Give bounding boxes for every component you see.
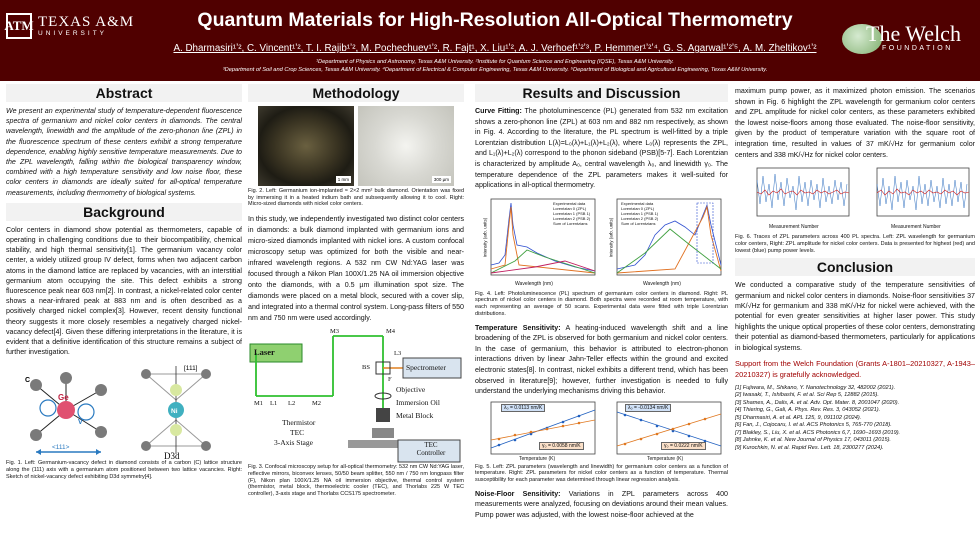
svg-text:<111>: <111> bbox=[52, 444, 70, 452]
immersion-oil-label: Immersion Oil bbox=[396, 398, 440, 408]
figure-6-caption: Fig. 6. Traces of ZPL parameters across 400 PL spectra. Left: ZPL wavelength for germanium color centers, Right: ZPL amplitude for nickel color centers. Data is presented for highest (red) and lowest (blue) pump power levels. bbox=[735, 234, 975, 254]
conclusion-text: We conducted a comparative study of the temperature sensitivities of germanium and nickel color centers in diamonds. Noise-floor sensitivities 37 mK/√Hz for germanium and 338 mK/√Hz for nickel were achieved, with the potential for even greater sensitivities at higher laser power. This study highlights the unique optical properties of these color centers, demonstrating their potential as diamond-based thermometers, particularly for applications in biological systems. bbox=[735, 281, 975, 352]
welch-foundation-logo: The Welch FOUNDATION bbox=[842, 22, 974, 56]
laser-label: Laser bbox=[254, 347, 275, 358]
pl-spectra-plots bbox=[475, 195, 728, 291]
poster-title: Quantum Materials for High-Resolution All-Optical Thermometry bbox=[197, 9, 793, 31]
metal-block-label: Metal Block bbox=[396, 411, 434, 421]
objective-label: Objective bbox=[396, 385, 426, 395]
university-sub: UNIVERSITY bbox=[38, 30, 108, 37]
figure-3-caption: Fig. 3. Confocal microscopy setup for all-optical thermometry: 532 nm CW Nd:YAG laser, reflective mirrors, biconvex lenses, 50/50 beam splitter, 550 nm / 750 nm longpass filter (F), Nikon plan 100X/1.25 NA oil immersion objective, thermal control system (thermistor, metal block, thermoelectric cooler (TEC), and Thorlabs 225 W TEC controller), 3-axis stage and Thorlabs CCS175 spectrometer. bbox=[248, 464, 465, 497]
figure-4-spectra: Wavelength (nm) Wavelength (nm) Intensity (arb. units) Intensity (arb. units) Experimental data Lorentzian 0 (ZPL) Lorentzian 1 (PSB 1) Lorentzian 2 (PSB 2) Sum of Lorentzians Experimental data Lorentzian 0 (ZPL) Lorentzian 1 (PSB 1) Lorentzian 2 (PSB 2) Sum of Lorentzians bbox=[475, 195, 728, 291]
references-list: [1] Fujiwara, M., Shikano, Y. Nanotechnology 32, 482002 (2021). [2] Iwasaki, T., Ishibashi, F. et al. Sci Rep 5, 12882 (2015). [3] Shames, A., Dalis, A. et al. Adv. Opt. Mater. 8, 2001047 (2020). [4] Thiering, G., Gali, A. Phys. Rev. Res. 3, 043052 (2021). [5] Dharmasiri, A. et al. APL 125, 9, 091102 (2024). [6] Fan, J., Cojocaru, I. et al. ACS Photonics 5, 765-770 (2018). [7] Blakley, S., Liu, X. et al. ACS Photonics 6,7, 1690–1693 (2019). [8] Jahnke, K. et al. New Journal of Physics 17, 043011 (2015). [9] Kurochkin, N. et al. Rapid Res. Lett. 18, 2300277 (2024). bbox=[735, 384, 901, 451]
thermistor-label: Thermistor bbox=[282, 418, 316, 428]
tamu-logo bbox=[6, 8, 191, 44]
figure-2 bbox=[248, 106, 464, 186]
background-heading: Background bbox=[6, 203, 242, 221]
affiliations: ¹Department of Physics and Astronomy, Texas A&M University. ²Institute for Quantum Science and Engineering (IQSE), Texas A&M University. ³Department of Soil and Crop Sciences, Texas A&M University. ⁴Department of Electrical & Computer Engineering, Texas A&M University. ⁵Department of Biological and Agricultural Engineering, Texas A&M University. bbox=[222, 59, 768, 73]
university-name: TEXAS A&M bbox=[38, 14, 135, 30]
figure-3-setup: Laser Spectrometer Objective Immersion Oil Metal Block Thermistor TEC 3-Axis Stage TEC Controller M1 L1 L2 M2 M3 M4 BS F L3 bbox=[248, 328, 464, 464]
spectrometer-label: Spectrometer bbox=[406, 363, 446, 373]
column-results bbox=[475, 81, 728, 521]
svg-text:Ni: Ni bbox=[171, 408, 178, 416]
ge-diamond-photo: 1 mm bbox=[258, 106, 354, 186]
figure-1-caption: Fig. 1. Left: Germanium-vacancy defect in diamond consists of a carbon (C) lattice structure along the (111) axis with a germanium atom positioned between two lattice vacancies. Right: Sketch of nickel-vacancy defect exhibiting D3d symmetry[4]. bbox=[6, 460, 242, 480]
results-heading: Results and Discussion bbox=[475, 84, 728, 102]
temperature-sensitivity-paragraph: Temperature Sensitivity: A heating-induced wavelength shift and a line broadening of the ZPL is observed for both germanium and nickel color centers. In the case of germanium, this behavior is attributed to electron-phonon interactions driven by linear Jahn-Teller effects within the ground and excited electronic states[8]. In contrast, nickel exhibits a different trend, which has been observed in literature[9]; however, further investigation is needed to fully understand the underlying mechanisms driving this behavior. bbox=[475, 323, 728, 396]
conclusion-heading: Conclusion bbox=[735, 258, 975, 276]
figure-1 bbox=[6, 360, 242, 460]
fig4-left-legend: Experimental data Lorentzian 0 (ZPL) Lorentzian 1 (PSB 1) Lorentzian 2 (PSB 2) Sum of Lorentzians bbox=[553, 200, 591, 226]
curve-fitting-paragraph: Curve Fitting: The photoluminescence (PL) generated from 532 nm excitation shows a zero-phonon line (ZPL) at 603 nm and 882 nm respectively, as shown in Fig. 4. According to the literature, the PL spectrum is well-fitted by a triple Lorentzian distribution L(λ)=L₀(λ)+L₁(λ)+L₂(λ), where L₀(λ) represents the ZPL, and L₁(λ)+L₂(λ) correspond to the phonon sideband (PSB)[5-7]. Each Lorentzian is characterized by amplitude A₀, central wavelength λ₀, and linewidth γ₀. The temperature dependence of the ZPL parameters makes it well-suited for applications in all-optical thermometry. bbox=[475, 107, 729, 190]
column-methodology bbox=[248, 81, 464, 498]
figure-4-caption: Fig. 4. Left: Photoluminescence (PL) spectrum of germanium color centers in diamond. Right: PL spectrum of nickel color centers in diamond. Both spectra were recorded at room temperature, with each representing an average of 50 scans. Experimental data were fitted with triple Lorentzian distributions. bbox=[475, 290, 728, 317]
noise-floor-paragraph: Noise-Floor Sensitivity: Variations in ZPL parameters across 400 measurements were analyzed, focusing on deviations around their mean values. Pump power was adjusted, with the lowest noise-floor achieved at the bbox=[475, 489, 728, 520]
tamu-atm-icon: ATM bbox=[6, 13, 32, 39]
methodology-text: In this study, we independently investigated two distinct color centers in diamonds: a bulk diamond implanted with germanium ions and micro-sized diamonds implanted with nickel ions. A custom confocal microscopy setup was optimized for both the visible and near-infrared wavelength regions. A 532 nm CW Nd:YAG laser was focused through a Nikon Plan 100X/1.25 NA oil immersion objective onto the diamonds, with a 0.5 µm illumination spot size. The diamonds were placed on a metal block, secured with a cover slip, and integrated into a thermal control system. Long-pass filters of 550 nm and 750 nm were used accordingly. bbox=[248, 215, 464, 323]
ge-vacancy-diagram bbox=[30, 372, 107, 455]
methodology-heading: Methodology bbox=[248, 84, 464, 102]
ni-microdiamond-photo: 300 µm bbox=[358, 106, 454, 186]
svg-text:V: V bbox=[78, 419, 83, 427]
funding-acknowledgement: Support from the Welch Foundation (Grants A-1801–20210327, A-1943–20210327) is gratefully acknowledged. bbox=[735, 359, 975, 379]
figure-5-caption: Fig. 5. Left: ZPL parameters (wavelength and linewidth) for germanium color centers as a function of temperature. Right: ZPL parameters for nickel color centers as a function of temperature. Thermal susceptibility for each parameter was determined through linear regression analysis. bbox=[475, 463, 728, 484]
column-abstract-background bbox=[6, 81, 242, 481]
poster-header bbox=[0, 0, 980, 81]
ge-label: Ge bbox=[58, 393, 69, 403]
abstract-heading: Abstract bbox=[6, 84, 242, 102]
figure-2-caption: Fig. 2. Left: Germanium ion-implanted ≈ 2×2 mm² bulk diamond. Orientation was fixed by immersing it in a heated indium bath and subsequently allowing it to cool. Right: Micro-sized diamonds with nickel color centers. bbox=[248, 188, 464, 208]
svg-text:C: C bbox=[25, 377, 31, 385]
figure-5-zpl-vs-temp: λ₀ = 0.0113 nm/K γ₀ = 0.0058 nm/K λ₀ = -0.0134 nm/K γ₀ = 0.0222 nm/K Temperature (K) Temperature (K) bbox=[475, 400, 728, 464]
stage-label: 3-Axis Stage bbox=[274, 438, 313, 448]
figure-6-traces: Measurement Number Measurement Number bbox=[735, 164, 975, 234]
tec-label: TEC bbox=[290, 428, 305, 438]
fig4-right-legend: Experimental data Lorentzian 0 (ZPL) Lorentzian 1 (PSB 1) Lorentzian 2 (PSB 2) Sum of Lorentzians bbox=[621, 200, 659, 226]
tec-controller-label: TEC Controller bbox=[416, 441, 446, 458]
defect-diagrams bbox=[6, 360, 242, 460]
noise-floor-continued: maximum pump power, as it maximized photon emission. The scenarios shown in Fig. 6 highlight the ZPL wavelength for germanium color centers and ZPL amplitude for nickel color centers, as these parameters exhibited the lowest noise-floors among those evaluated. The noise-floor sensitivity, given by the product of temperature variation with the square root of integration time, resulted in values of 37 mK/√Hz for germanium color centers and 338 mK/√Hz for nickel color centers. bbox=[735, 87, 975, 159]
background-text: Color centers in diamond show potential as thermometers, capable of operating in challenging conditions due to their biocompatibility, chemical stability, and high thermal sensitivity[1]. The germanium vacancy color center, a widely utilized group IV defect, forms when two adjacent carbon atoms in the diamond lattice are replaced by vacancies, with an interstitial germanium atom occupying the site. This defect exhibits a strong fluorescence peak near 603 nm[2]. In contrast, a nickel-related color center shows a near-infrared peak at 883 nm and is often described as a positively charged nickel complex[3]. However, recent density functional theory suggests it more closely resembles a negatively charged nickel-vacancy defect[4]. Given these differing interpretations in the literature, it is evident that a definitive identification of this structure remains a subject of further investigation. bbox=[6, 225, 242, 357]
svg-text:D3d: D3d bbox=[164, 451, 180, 461]
column-conclusion bbox=[735, 81, 975, 452]
abstract-text: We present an experimental study of temperature-dependent fluorescence spectra of germanium and nickel color centers in diamonds. The central wavelength, linewidth and the amplitude of the zero-phonon line (ZPL) in the fluorescence spectrum of these centers exhibit a strong temperature dependence, enabling highly sensitive temperature measurements. Due to the ZPL wavelength, falling within the biological transparency window, combined with a high temperature sensitivity and low noise floor, these color centers in diamonds are ideally suited for all-optical temperature measurements, including thermometry of biological systems. bbox=[6, 107, 242, 197]
author-list: A. Dharmasiri¹ʼ², C. Vincent¹ʼ², T. I. Rajib¹ʼ², M. Pochechuev¹ʼ², R. Fajt¹, X. Liu¹ʼ², A. J. Verhoef¹ʼ²ʼ³, P. Hemmer¹ʼ²ʼ⁴, G. S. Agarwal¹ʼ²ʼ⁵, A. M. Zheltikov¹ʼ² bbox=[173, 43, 817, 54]
svg-text:[111]: [111] bbox=[184, 365, 198, 373]
